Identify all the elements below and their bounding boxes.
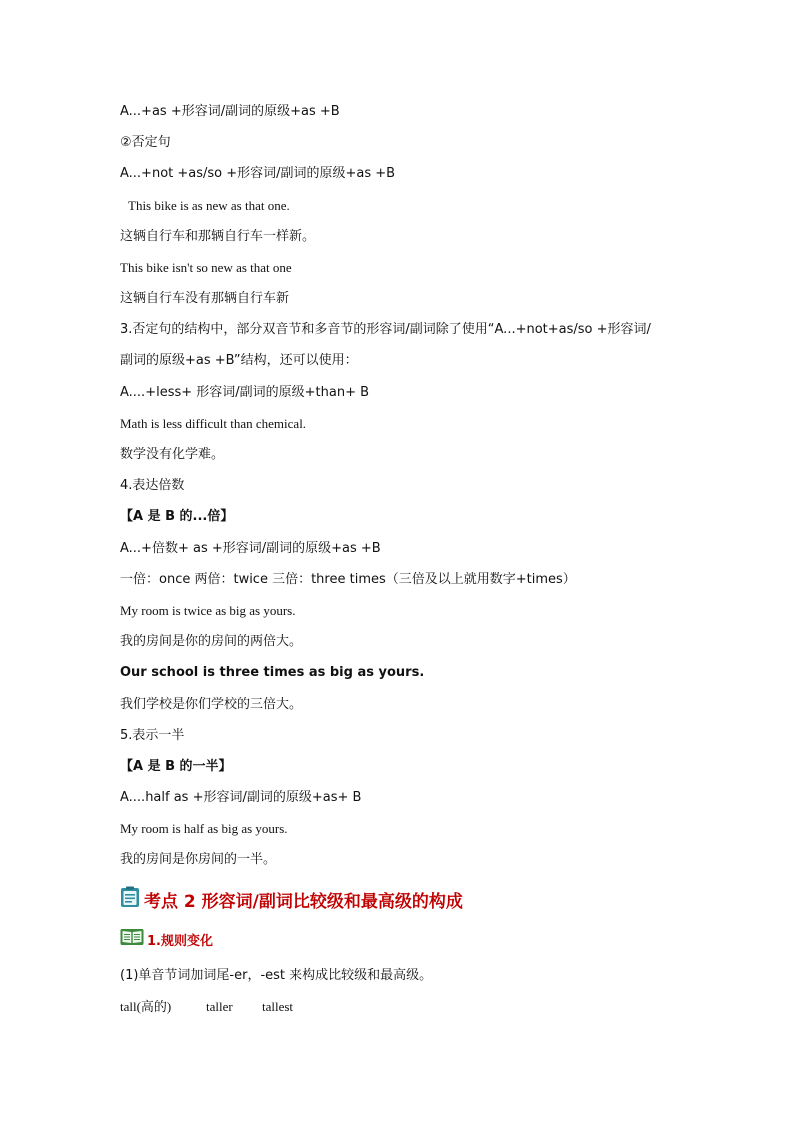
- rule-3-text: 3.否定句的结构中，部分双音节和多音节的形容词/副词除了使用“A...+not+as/so +形容词/: [120, 322, 651, 337]
- formula-negative: A...+not +as/so +形容词/副词的原级+as +B: [120, 166, 396, 181]
- example-cn-1: 这辆自行车和那辆自行车一样新。: [120, 229, 316, 244]
- heading-negative-sentence: ②否定句: [120, 135, 171, 150]
- section-title-text: 考点 2 形容词/副词比较级和最高级的构成: [144, 892, 463, 912]
- heading-multiples: 4.表达倍数: [120, 478, 185, 493]
- heading-a-is-half-b: 【A 是 B 的一半】: [120, 759, 232, 774]
- heading-a-is-b-times: 【A 是 B 的...倍】: [120, 509, 234, 524]
- example-en-2: This bike isn't so new as that one: [120, 260, 292, 275]
- rule-3-text-cont: 副词的原级+as +B”结构，还可以使用：: [120, 353, 358, 368]
- example-cn-3: 数学没有化学难。: [120, 447, 225, 462]
- example-en-3: Math is less difficult than chemical.: [120, 416, 307, 431]
- example-superlative: tallest: [262, 999, 294, 1014]
- formula-multiples: A...+倍数+ as +形容词/副词的原级+as +B: [120, 541, 381, 556]
- example-row-tall: [120, 999, 293, 1015]
- rule-1-text: (1)单音节词加词尾-er，-est 来构成比较级和最高级。: [120, 968, 433, 983]
- example-word: tall(高的): [120, 999, 172, 1014]
- open-book-icon: [120, 928, 144, 950]
- example-en-5: Our school is three times as big as yours.: [120, 665, 425, 680]
- example-cn-4: 我的房间是你的房间的两倍大。: [120, 634, 303, 649]
- notepad-icon: [120, 886, 140, 913]
- example-cn-6: 我的房间是你房间的一半。: [120, 852, 277, 867]
- example-en-1: This bike is as new as that one.: [128, 198, 290, 213]
- subsection-title-text: 1.规则变化: [147, 933, 213, 949]
- formula-less: A....+less+ 形容词/副词的原级+than+ B: [120, 385, 370, 400]
- heading-half: 5.表示一半: [120, 728, 185, 743]
- multiples-words: 一倍：once 两倍：twice 三倍：three times（三倍及以上就用数字+times）: [120, 572, 576, 587]
- example-en-4: My room is twice as big as yours.: [120, 603, 296, 618]
- subsection-title: [120, 928, 213, 950]
- example-en-6: My room is half as big as yours.: [120, 821, 288, 836]
- example-cn-5: 我们学校是你们学校的三倍大。: [120, 697, 303, 712]
- example-comparative: taller: [206, 999, 233, 1014]
- section-title: [120, 886, 463, 913]
- formula-half: A....half as +形容词/副词的原级+as+ B: [120, 790, 362, 805]
- example-cn-2: 这辆自行车没有那辆自行车新: [120, 291, 290, 306]
- formula-positive: A...+as +形容词/副词的原级+as +B: [120, 104, 340, 119]
